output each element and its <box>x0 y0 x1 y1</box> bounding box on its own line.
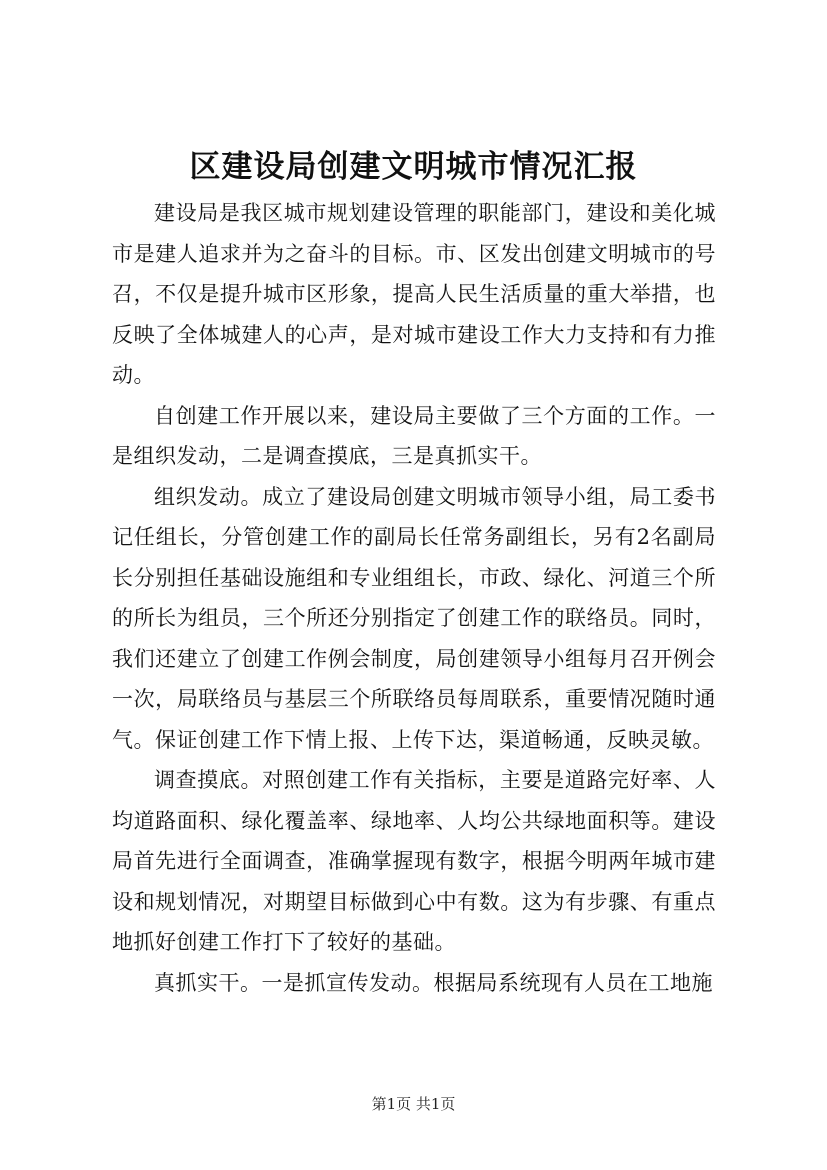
page-footer: 第1页 共1页 <box>371 1095 456 1113</box>
paragraph-implementation: 真抓实干。一是抓宣传发动。根据局系统现有人员在工地施 <box>154 970 713 995</box>
paragraph-overview: 自创建工作开展以来，建设局主要做了三个方面的工作。一是组织发动，二是调查摸底，三是真抓实干。 <box>112 403 716 468</box>
document-body <box>112 193 716 1003</box>
page-title: 区建设局创建文明城市情况汇报 <box>189 149 638 185</box>
paragraph-organization: 组织发动。成立了建设局创建文明城市领导小组，局工委书记任组长，分管创建工作的副局长任常务副组长，另有2名副局长分别担任基础设施组和专业组组长，市政、绿化、河道三个所的所长为组员，三个所还分别指定了创建工作的联络员。同时，我们还建立了创建工作例会制度，局创建领导小组每月召开例会一次，局联络员与基层三个所联络员每周联系，重要情况随时通气。保证创建工作下情上报、上传下达，渠道畅通，反映灵敏。 <box>112 484 716 752</box>
paragraph-intro: 建设局是我区城市规划建设管理的职能部门，建设和美化城市是建人追求并为之奋斗的目标。市、区发出创建文明城市的号召，不仅是提升城市区形象，提高人民生活质量的重大举措，也反映了全体城建人的心声，是对城市建设工作大力支持和有力推动。 <box>112 201 716 387</box>
paragraph-investigation: 调查摸底。对照创建工作有关指标，主要是道路完好率、人均道路面积、绿化覆盖率、绿地率、人均公共绿地面积等。建设局首先进行全面调查，准确掌握现有数字，根据今明两年城市建设和规划情况，对期望目标做到心中有数。这为有步骤、有重点地抓好创建工作打下了较好的基础。 <box>112 768 716 954</box>
